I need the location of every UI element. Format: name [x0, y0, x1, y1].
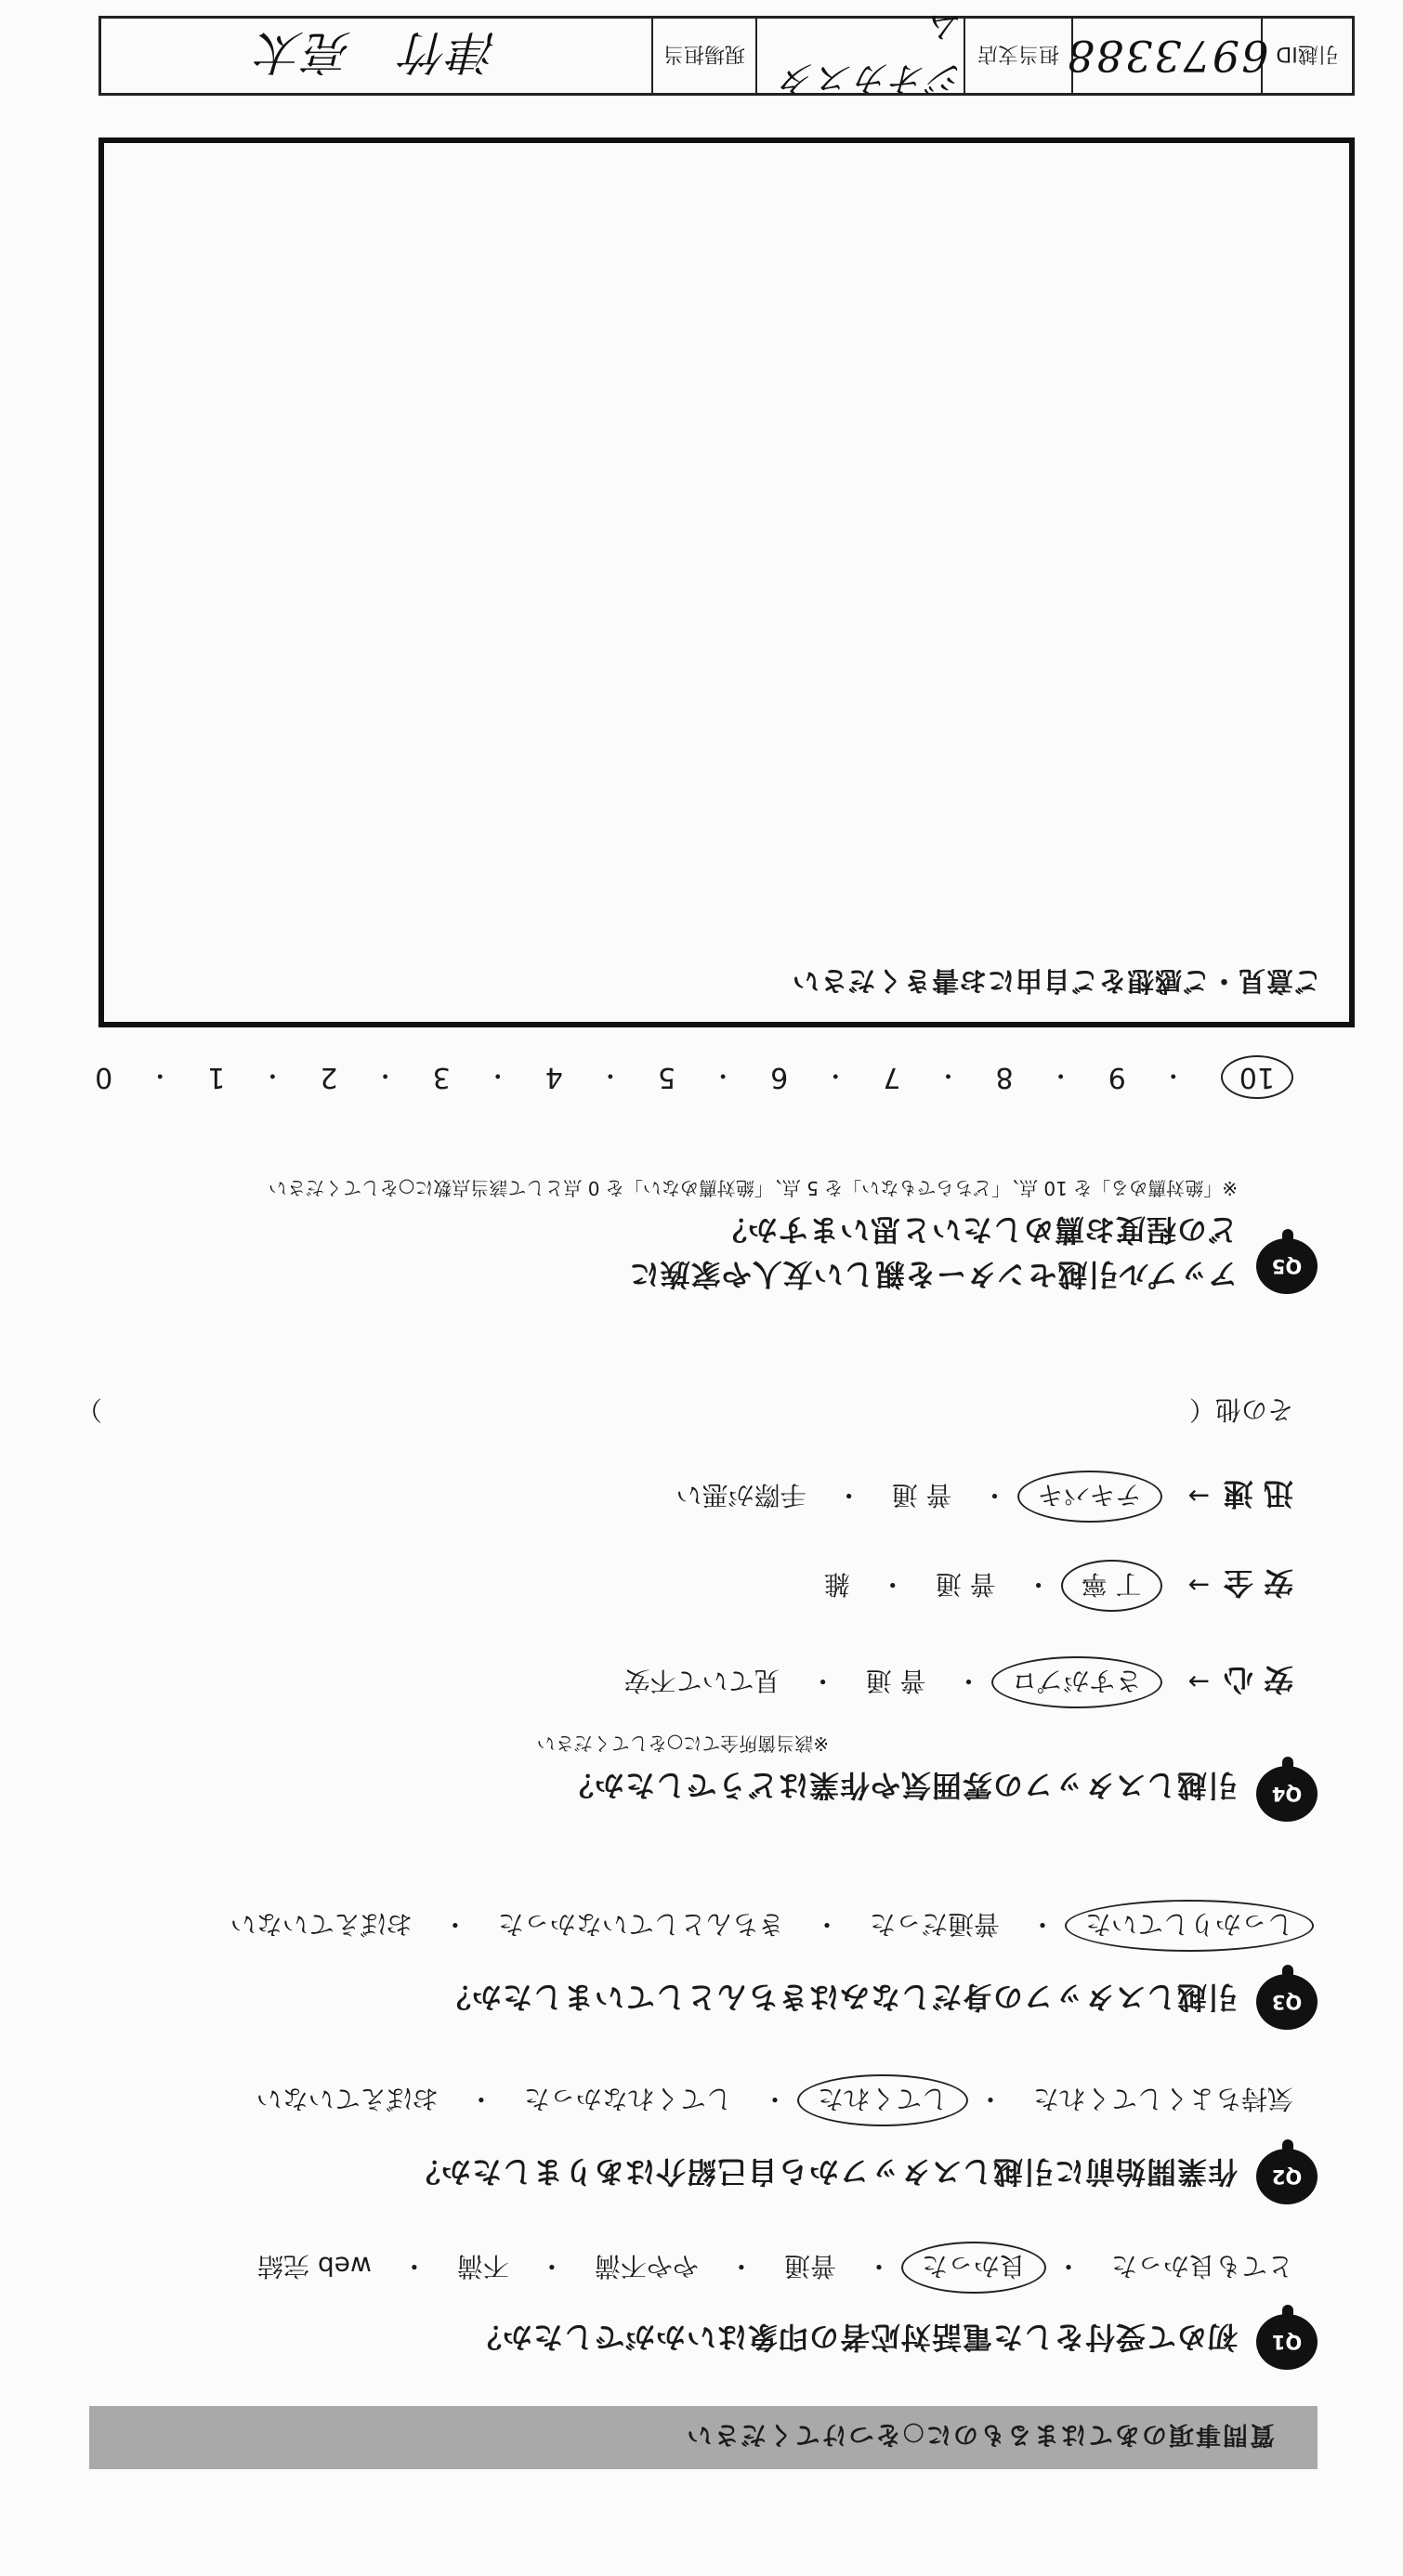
q4-text: 引越しスタッフの雰囲気や作業はどうでしたか？	[562, 1768, 1238, 1803]
q1-badge: Q1	[1256, 2314, 1318, 2370]
q1-option[interactable]: web 完結	[257, 2251, 372, 2282]
q1-option[interactable]: やや不満	[594, 2251, 699, 2282]
q5-score[interactable]: 6	[770, 1061, 789, 1094]
q1-options: とても良かった ・ 良かった ・ 普通 ・ やや不満 ・ 不満 ・ web 完結	[257, 2249, 1293, 2286]
q4-row-label: 安 全	[1223, 1565, 1293, 1601]
q3-options: しっかりしていた ・ 普通だった ・ きちんとしていなかった ・ おぼえていない	[230, 1907, 1293, 1944]
q4-note: ※該当箇所全てに○をしてください	[536, 1733, 829, 1755]
q1-option-selected[interactable]: 良かった	[901, 2242, 1046, 2294]
q3-text: 引越しスタッフの身だしなみはきちんとしていましたか？	[439, 1980, 1238, 2015]
q5-score[interactable]: 5	[657, 1061, 676, 1094]
feedback-title: ご意見・ご感想をご自由にお書きください	[791, 965, 1321, 997]
feedback-box[interactable]	[98, 137, 1355, 1027]
q4-option[interactable]: 普 通	[935, 1569, 996, 1600]
q5-score[interactable]: 2	[320, 1061, 338, 1094]
q5-score-selected[interactable]: 10	[1221, 1056, 1293, 1100]
q5-score[interactable]: 1	[207, 1061, 226, 1094]
q5-text-line2: どの程度お薦めしたいと思いますか？	[715, 1212, 1238, 1248]
q4-row-anzen: → 丁 寧 ・ 普 通 ・ 雑	[824, 1567, 1210, 1604]
leader-value: 津竹 亮太	[256, 25, 497, 79]
q1-text: 初めて受付をした電話対応者の印象はいかがでしたか？	[470, 2320, 1238, 2355]
q3-option[interactable]: 普通だった	[869, 1909, 1000, 1940]
q2-option[interactable]: 気持ちよくしてくれた	[1032, 2084, 1293, 2114]
q2-option[interactable]: おぼえていない	[256, 2084, 439, 2114]
q4-other-close: ）	[75, 1394, 102, 1425]
q5-score[interactable]: 0	[95, 1061, 113, 1094]
q4-badge: Q4	[1256, 1766, 1318, 1822]
q5-score[interactable]: 8	[995, 1061, 1014, 1094]
q2-text: 作業開始前に引越しスタッフから自己紹介はありましたか？	[409, 2154, 1238, 2190]
q3-option[interactable]: おぼえていない	[229, 1909, 413, 1940]
id-label: 引越ID	[1261, 19, 1352, 93]
q4-option[interactable]: 雑	[823, 1569, 850, 1600]
q5-score[interactable]: 9	[1108, 1061, 1126, 1094]
q4-option-selected[interactable]: 丁 寧	[1061, 1560, 1162, 1612]
q4-option[interactable]: 普 通	[865, 1666, 926, 1696]
q5-note: ※「絶対薦める」を 10 点、「どちらでもない」を 5 点、「絶対薦めない」を 0 点として該当点数に○をしてください	[268, 1177, 1238, 1199]
q4-row-anshin: → さすがプロ ・ 普 通 ・ 見ていて不安	[624, 1664, 1210, 1701]
header-table	[98, 7, 1355, 98]
q5-score[interactable]: 7	[883, 1061, 901, 1094]
q5-score[interactable]: 3	[432, 1061, 451, 1094]
q5-score[interactable]: 4	[544, 1061, 563, 1094]
q3-option[interactable]: きちんとしていなかった	[497, 1909, 784, 1940]
q4-other	[1189, 1393, 1293, 1430]
q4-option-selected[interactable]: テキパキ	[1017, 1471, 1162, 1523]
q4-row-label: 迅 速	[1223, 1476, 1293, 1511]
q2-option[interactable]: してくれなかった	[523, 2084, 732, 2114]
q2-options: 気持ちよくしてくれた ・ してくれた ・ してくれなかった ・ おぼえていない	[256, 2082, 1293, 2119]
q4-option[interactable]: 見ていて不安	[623, 1666, 780, 1696]
q3-option-selected[interactable]: しっかりしていた	[1065, 1900, 1314, 1952]
q4-option[interactable]: 手際が悪い	[675, 1480, 806, 1510]
q4-other-label: その他（	[1188, 1394, 1293, 1425]
id-value: 6973388	[1071, 19, 1261, 93]
q5-badge: Q5	[1256, 1238, 1318, 1294]
q4-option-selected[interactable]: さすがプロ	[991, 1656, 1162, 1708]
q1-option[interactable]: とても良かった	[1110, 2251, 1293, 2282]
leader-label: 現場担当	[651, 19, 755, 93]
q4-row-jinsoku: → テキパキ ・ 普 通 ・ 手際が悪い	[676, 1478, 1210, 1515]
q3-badge: Q3	[1256, 1974, 1318, 2030]
instruction-banner: 質問事項のあてはまるものに○をつけてください	[89, 2406, 1318, 2469]
q2-badge: Q2	[1256, 2149, 1318, 2204]
branch-label: 担当支店	[964, 19, 1071, 93]
q2-option-selected[interactable]: してくれた	[797, 2074, 968, 2126]
q1-option[interactable]: 普通	[783, 2251, 836, 2282]
q4-option[interactable]: 普 通	[891, 1480, 952, 1510]
branch-value: ジオカスタム	[755, 19, 964, 93]
q5-text-line1: アップル引越センターを親しい友人や家族に	[628, 1257, 1238, 1292]
q4-row-label: 安 心	[1223, 1662, 1293, 1697]
q1-option[interactable]: 不満	[456, 2251, 509, 2282]
q5-scale: 10 ・ 9 ・ 8 ・ 7 ・ 6 ・ 5 ・ 4 ・ 3 ・ 2 ・ 1 ・ 0	[95, 1052, 1293, 1104]
